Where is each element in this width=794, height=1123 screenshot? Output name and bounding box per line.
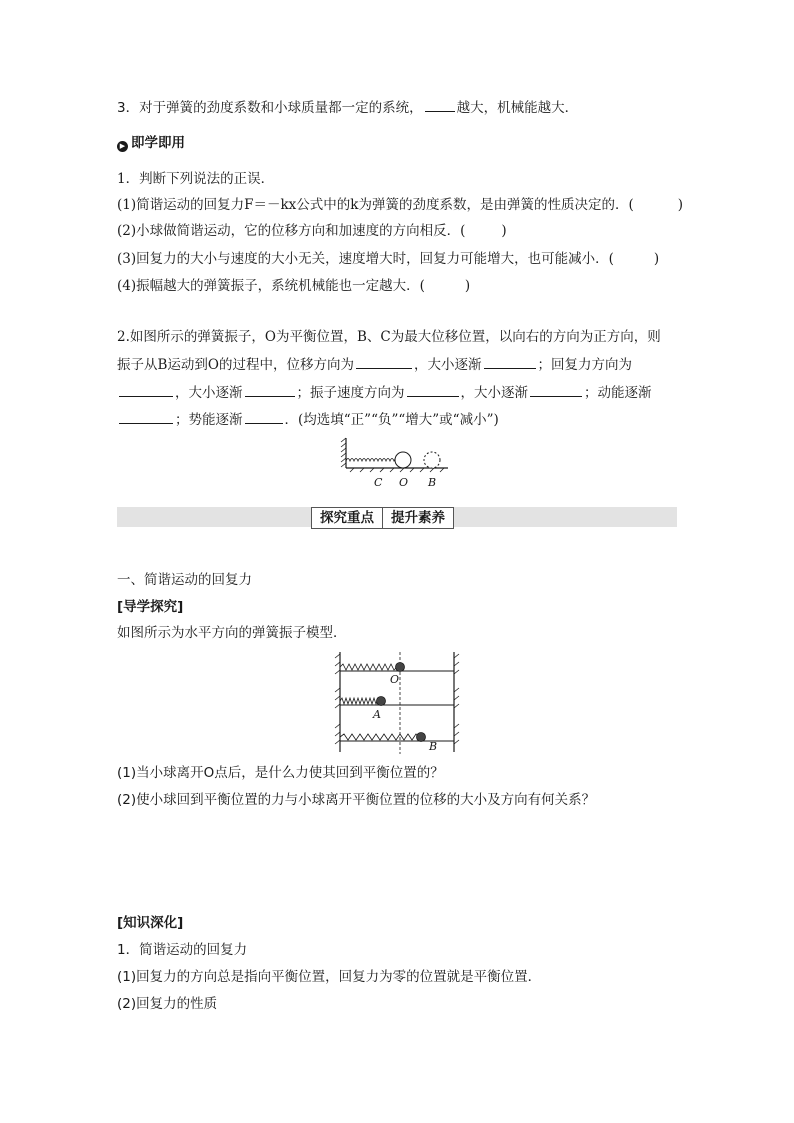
- q2-line-2: 振子从B运动到O的过程中，位移方向为 ，大小逐渐 ；回复力方向为: [117, 357, 632, 373]
- knowledge-item-1: 1．简谐运动的回复力: [117, 942, 248, 958]
- q2-line-4: ；势能逐渐 ．(均选填“正”“负”“增大”或“减小”): [117, 410, 499, 429]
- label-b: B: [429, 740, 438, 753]
- answer-blank[interactable]: [425, 98, 455, 112]
- answer-blank[interactable]: [407, 383, 459, 397]
- spring-oscillator-figure: [340, 436, 455, 492]
- q1-item-2: (2)小球做简谐运动，它的位移方向和加速度的方向相反．( ): [117, 223, 507, 239]
- label-o: O: [390, 673, 400, 686]
- q1-item-3: (3)回复力的大小与速度的大小无关，速度增大时，回复力可能增大，也可能减小．( ): [117, 251, 660, 267]
- answer-blank[interactable]: [119, 410, 173, 424]
- q1-item-4: (4)振幅越大的弹簧振子，系统机械能也一定越大．( ): [117, 278, 471, 294]
- spring-model-figure: [334, 650, 462, 756]
- label-a: A: [373, 708, 381, 721]
- section-banner: [311, 507, 454, 529]
- play-bullet-icon: ▶: [117, 141, 128, 152]
- answer-blank[interactable]: [530, 383, 582, 397]
- section1-title: 一、简谐运动的回复力: [117, 572, 252, 588]
- guide-question-1: (1)当小球离开O点后，是什么力使其回到平衡位置的？: [117, 765, 444, 781]
- q2-line-3: ，大小逐渐 ；振子速度方向为 ，大小逐渐 ；动能逐渐: [117, 383, 652, 402]
- banner-right: 提升素养: [382, 508, 453, 528]
- answer-blank[interactable]: [245, 383, 295, 397]
- knowledge-item-1-1: (1)回复力的方向总是指向平衡位置，回复力为零的位置就是平衡位置．: [117, 969, 542, 985]
- guide-question-2: (2)使小球回到平衡位置的力与小球离开平衡位置的位移的大小及方向有何关系？: [117, 792, 596, 808]
- guide-text: 如图所示为水平方向的弹簧振子模型．: [117, 625, 347, 641]
- answer-blank[interactable]: [356, 355, 412, 369]
- banner-left: 探究重点: [320, 510, 374, 526]
- q1-item-1: (1)简谐运动的回复力F＝－kx公式中的k为弹簧的劲度系数，是由弹簧的性质决定的．( ): [117, 197, 684, 213]
- intro-line-3: 3．对于弹簧的劲度系数和小球质量都一定的系统， 越大，机械能越大．: [117, 100, 579, 116]
- answer-blank[interactable]: [245, 410, 283, 424]
- knowledge-heading: [知识深化]: [117, 915, 184, 931]
- label-b: B: [428, 476, 437, 489]
- guide-heading: [导学探究]: [117, 599, 184, 615]
- practice-heading: ▶ 即学即用: [117, 134, 185, 152]
- q2-line-1: 2.如图所示的弹簧振子，O为平衡位置，B、C为最大位移位置，以向右的方向为正方向，则: [117, 329, 661, 345]
- knowledge-item-1-2: (2)回复力的性质: [117, 996, 218, 1012]
- label-o: O: [399, 476, 409, 489]
- answer-blank[interactable]: [119, 383, 173, 397]
- q1-title: 1．判断下列说法的正误．: [117, 171, 275, 187]
- label-c: C: [374, 476, 383, 489]
- answer-blank[interactable]: [484, 355, 536, 369]
